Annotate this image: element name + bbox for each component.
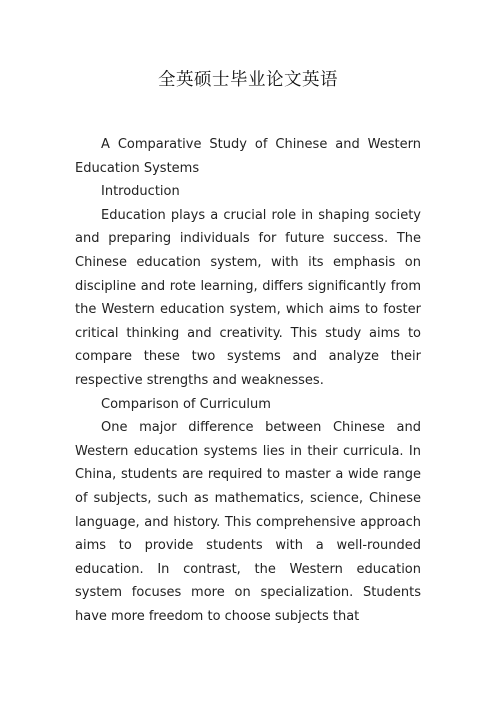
introduction-paragraph: Education plays a crucial role in shaping society and preparing individuals for future success. The Chinese education system, with its emphasis on discipline and rote learning, differs significantly from the Western education system, which aims to foster critical thinking and creativity. This study aims to compare these two systems and analyze their respective strengths and weaknesses. — [75, 207, 421, 388]
paper-title-paragraph: A Comparative Study of Chinese and Western Education Systems — [75, 137, 421, 176]
section-heading-introduction: Introduction — [101, 184, 180, 200]
section-heading-curriculum: Comparison of Curriculum — [101, 396, 271, 412]
document-title: 全英硕士毕业论文英语 — [158, 70, 338, 90]
document-body — [75, 133, 421, 628]
curriculum-paragraph: One major difference between Chinese and Western education systems lies in their curricula. In China, students are required to master a wide range of subjects, such as mathematics, science, Chinese language, and history. This comprehensive approach aims to provide students with a well-rounded education. In contrast, the Western education system focuses more on specialization. Students have more freedom to choose subjects that — [75, 420, 421, 624]
